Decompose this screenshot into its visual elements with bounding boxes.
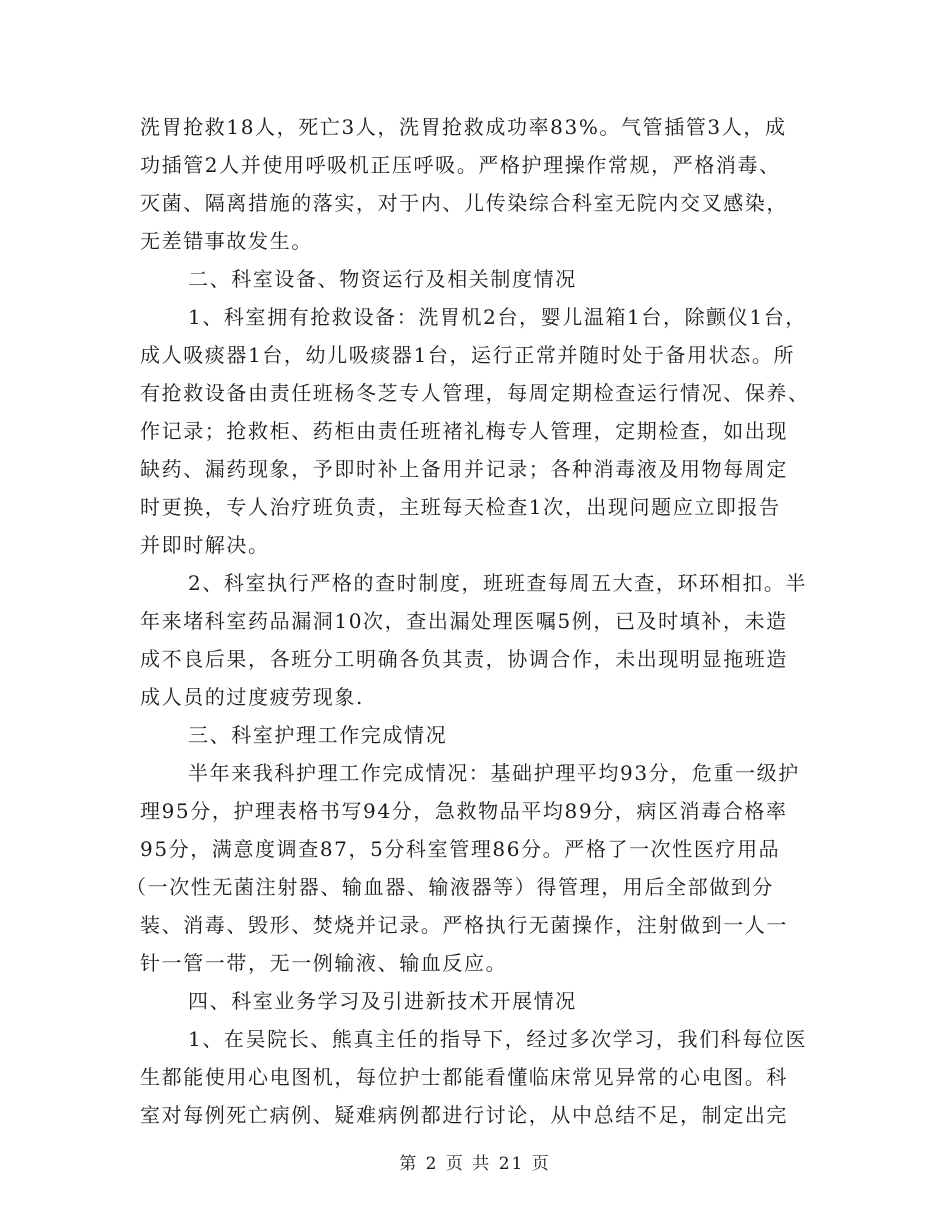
text-line: 年来堵科室药品漏洞10次，查出漏处理医嘱5例，已及时填补，未造 <box>140 609 788 633</box>
text-line: 并即时解决。 <box>140 533 270 557</box>
text-line: 缺药、漏药现象，予即时补上备用并记录；各种消毒液及用物每周定 <box>140 457 788 481</box>
text-line: 95分，满意度调查87，5分科室管理86分。严格了一次性医疗用品 <box>140 837 781 861</box>
text-line: 功插管2人并使用呼吸机正压呼吸。严格护理操作常规，严格消毒、 <box>140 153 781 177</box>
text-line: 半年来我科护理工作完成情况：基础护理平均93分，危重一级护 <box>188 761 800 785</box>
text-line: 灭菌、隔离措施的落实，对于内、儿传染综合科室无院内交叉感染， <box>140 191 788 215</box>
text-line: 有抢救设备由责任班杨冬芝专人管理，每周定期检查运行情况、保养、 <box>140 381 810 405</box>
text-line: 1、科室拥有抢救设备：洗胃机2台，婴儿温箱1台，除颤仪1台， <box>188 305 807 329</box>
page-number: 第 2 页 共 21 页 <box>399 1154 551 1174</box>
text-line: 作记录；抢救柜、药柜由责任班褚礼梅专人管理，定期检查，如出现 <box>140 419 788 443</box>
text-line: 2、科室执行严格的查时制度，班班查每周五大查，环环相扣。半 <box>188 571 808 595</box>
text-line: 1、在吴院长、熊真主任的指导下，经过多次学习，我们科每位医 <box>188 1027 808 1051</box>
section-heading: 四、科室业务学习及引进新技术开展情况 <box>188 989 577 1013</box>
text-line: 成人吸痰器1台，幼儿吸痰器1台，运行正常并随时处于备用状态。所 <box>140 343 796 367</box>
text-line: 针一管一带，无一例输液、输血反应。 <box>140 951 508 975</box>
text-line: 理95分，护理表格书写94分，急救物品平均89分，病区消毒合格率 <box>140 799 788 823</box>
text-line: 装、消毒、毁形、焚烧并记录。严格执行无菌操作，注射做到一人一 <box>140 913 788 937</box>
section-heading: 三、科室护理工作完成情况 <box>188 723 448 747</box>
text-line: 室对每例死亡病例、疑难病例都进行讨论，从中总结不足，制定出完 <box>140 1103 788 1127</box>
text-line: 成人员的过度疲劳现象. <box>140 685 364 709</box>
section-heading: 二、科室设备、物资运行及相关制度情况 <box>188 267 577 291</box>
text-line: 洗胃抢救18人，死亡3人，洗胃抢救成功率83%。气管插管3人，成 <box>140 115 787 139</box>
text-line: 时更换，专人治疗班负责，主班每天检查1次，出现问题应立即报告 <box>140 495 781 519</box>
text-line: （一次性无菌注射器、输血器、输液器等）得管理，用后全部做到分 <box>126 875 774 899</box>
text-line: 生都能使用心电图机，每位护士都能看懂临床常见异常的心电图。科 <box>140 1065 788 1089</box>
text-line: 成不良后果，各班分工明确各负其责，协调合作，未出现明显拖班造 <box>140 647 788 671</box>
text-line: 无差错事故发生。 <box>140 229 313 253</box>
